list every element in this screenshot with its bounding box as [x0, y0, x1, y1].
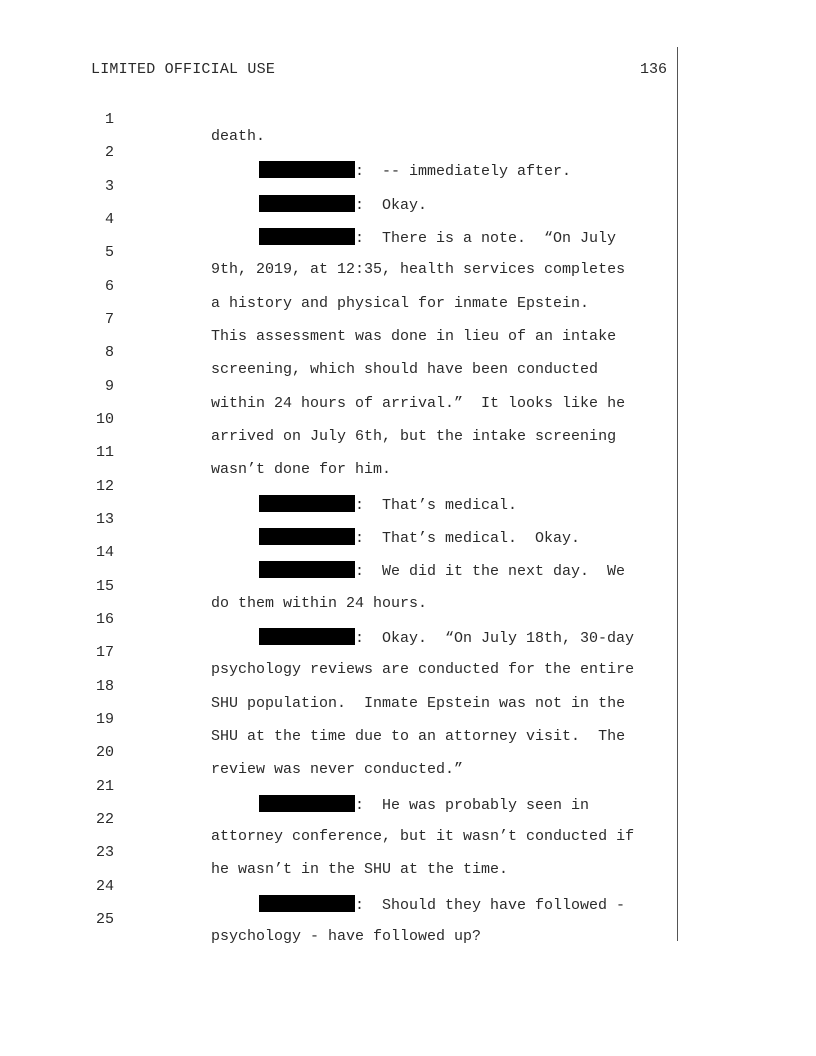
transcript-line — [0, 161, 428, 214]
line-number: 18 — [95, 678, 114, 695]
line-number: 4 — [104, 211, 114, 228]
line-number: 9 — [104, 378, 114, 395]
redaction-box — [259, 561, 355, 578]
line-text: death. — [211, 128, 266, 145]
line-text: he wasn’t in the SHU at the time. — [211, 861, 509, 878]
line-text: : Okay. — [355, 197, 428, 214]
line-number: 21 — [95, 778, 114, 795]
redaction-box — [259, 195, 355, 212]
line-text: : Okay. “On July 18th, 30-day — [355, 630, 635, 647]
speaker-turn — [259, 495, 517, 514]
transcript-line — [0, 894, 482, 945]
line-number: 12 — [95, 478, 114, 495]
line-text: This assessment was done in lieu of an intake — [211, 328, 617, 345]
line-number: 7 — [104, 311, 114, 328]
transcript-line — [0, 94, 266, 145]
line-text: do them within 24 hours. — [211, 595, 428, 612]
transcript-line — [0, 427, 392, 478]
line-text: review was never conducted.” — [211, 761, 464, 778]
speaker-turn — [259, 528, 580, 547]
line-number: 23 — [95, 844, 114, 861]
line-text: SHU population. Inmate Epstein was not in the — [211, 695, 626, 712]
line-text: attorney conference, but it wasn’t conducted if — [211, 828, 635, 845]
line-text: within 24 hours of arrival.” It looks like he — [211, 395, 626, 412]
line-number: 17 — [95, 644, 114, 661]
line-text: 9th, 2019, at 12:35, health services completes — [211, 261, 626, 278]
line-text: screening, which should have been conducted — [211, 361, 599, 378]
line-number: 24 — [95, 878, 114, 895]
redaction-box — [259, 495, 355, 512]
transcript-line — [0, 561, 428, 612]
page-number: 136 — [639, 61, 667, 78]
line-text: : That’s medical. — [355, 497, 518, 514]
line-number: 14 — [95, 544, 114, 561]
line-number: 1 — [104, 111, 114, 128]
line-text: wasn’t done for him. — [211, 461, 392, 478]
line-text: arrived on July 6th, but the intake screening — [211, 428, 617, 445]
classification-marking: LIMITED OFFICIAL USE — [91, 61, 276, 78]
line-number: 22 — [95, 811, 114, 828]
right-margin-rule — [677, 47, 678, 941]
redaction-box — [259, 628, 355, 645]
line-text: a history and physical for inmate Epstein. — [211, 295, 590, 312]
line-text: SHU at the time due to an attorney visit. The — [211, 728, 626, 745]
line-number: 13 — [95, 511, 114, 528]
line-text: psychology - have followed up? — [211, 928, 482, 945]
redaction-box — [259, 228, 355, 245]
line-text: : That’s medical. Okay. — [355, 530, 581, 547]
line-number: 20 — [95, 744, 114, 761]
line-number: 10 — [95, 411, 114, 428]
line-number: 3 — [104, 178, 114, 195]
speaker-turn — [259, 195, 427, 214]
redaction-box — [259, 795, 355, 812]
line-number: 11 — [95, 444, 114, 461]
speaker-turn — [259, 795, 589, 814]
line-text: : He was probably seen in — [355, 797, 590, 814]
speaker-turn — [259, 895, 625, 914]
speaker-turn — [259, 628, 634, 647]
speaker-turn — [259, 228, 616, 247]
redaction-box — [259, 161, 355, 178]
line-number: 5 — [104, 244, 114, 261]
line-text: : Should they have followed - — [355, 897, 626, 914]
speaker-turn — [259, 561, 625, 580]
line-text: : -- immediately after. — [355, 163, 572, 180]
line-number: 15 — [95, 578, 114, 595]
line-text: : There is a note. “On July — [355, 230, 617, 247]
line-number: 2 — [104, 144, 114, 161]
line-number: 25 — [95, 911, 114, 928]
line-number: 19 — [95, 711, 114, 728]
line-number: 8 — [104, 344, 114, 361]
line-number: 16 — [95, 611, 114, 628]
transcript-line — [0, 494, 581, 547]
redaction-box — [259, 895, 355, 912]
line-number: 6 — [104, 278, 114, 295]
line-text: : We did it the next day. We — [355, 563, 626, 580]
line-text: psychology reviews are conducted for the entire — [211, 661, 635, 678]
redaction-box — [259, 528, 355, 545]
speaker-turn — [259, 161, 571, 180]
